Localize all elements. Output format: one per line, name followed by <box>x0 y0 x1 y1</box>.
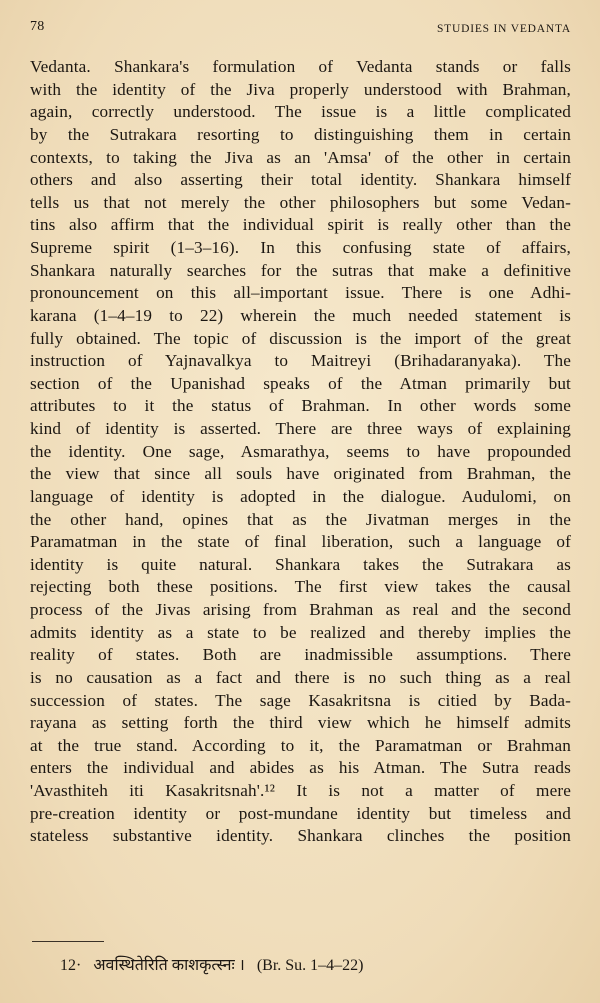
page-header <box>30 0 571 35</box>
text-line: 'Avasthiteh iti Kasakritsnah'.¹² It is not a matter of mere <box>30 781 571 800</box>
text-line: tins also affirm that the individual spirit is really other than the <box>30 215 571 235</box>
text-line: succession of states. The sage Kasakritsna is citied by Bada- <box>30 690 571 710</box>
text-line: tells us that not merely the other philosophers but some Vedan- <box>30 192 571 212</box>
text-line: by the Sutrakara resorting to distinguishing them in certain <box>30 124 571 144</box>
text-line: attributes to it the status of Brahman. In other words some <box>30 396 571 416</box>
text-line: Vedanta. Shankara's formulation of Vedanta stands or falls <box>30 57 571 76</box>
footnote-divider <box>32 941 104 942</box>
text-line: at the true stand. According to it, the Paramatman or Brahman <box>30 735 571 755</box>
text-line: others and also asserting their total identity. Shankara himself <box>30 170 571 190</box>
text-line: section of the Upanishad speaks of the Atman primarily but <box>30 373 571 393</box>
body-text <box>30 56 571 848</box>
text-line: reality of states. Both are inadmissible assumptions. There <box>30 645 571 665</box>
text-line: karana (1–4–19 to 22) wherein the much needed statement is <box>30 305 571 325</box>
text-line: identity is quite natural. Shankara takes the Sutrakara as <box>30 554 571 574</box>
footnote <box>60 953 371 975</box>
text-line: process of the Jivas arising from Brahman as real and the second <box>30 600 571 619</box>
footnote-reference: (Br. Su. 1–4–22) <box>256 957 364 974</box>
text-line: with the identity of the Jiva properly understood with Brahman, <box>30 79 571 99</box>
footnote-number: 12· <box>60 957 82 974</box>
text-line: Supreme spirit (1–3–16). In this confusing state of affairs, <box>30 238 571 257</box>
text-line: again, correctly understood. The issue is a little complicated <box>30 102 571 122</box>
text-line: rejecting both these positions. The first view takes the causal <box>30 577 571 597</box>
text-line: kind of identity is asserted. There are three ways of explaining <box>30 419 571 438</box>
text-line: pre-creation identity or post-mundane identity but timeless and <box>30 803 571 823</box>
text-line: contexts, to taking the Jiva as an 'Amsa' of the other in certain <box>30 147 571 167</box>
text-line: the other hand, opines that as the Jivatman merges in the <box>30 509 571 529</box>
text-line: is no causation as a fact and there is no such thing as a real <box>30 667 571 687</box>
text-line: fully obtained. The topic of discussion is the import of the great <box>30 328 571 348</box>
text-line: instruction of Yajnavalkya to Maitreyi (Brihadaranyaka). The <box>30 351 571 371</box>
text-line: rayana as setting forth the third view which he himself admits <box>30 713 571 733</box>
text-line: the identity. One sage, Asmarathya, seems to have propounded <box>30 441 571 461</box>
text-line: stateless substantive identity. Shankara clinches the position <box>30 826 571 846</box>
text-line: pronouncement on this all–important issue. There is one Adhi- <box>30 283 571 303</box>
page-number: 78 <box>30 19 45 34</box>
running-head: STUDIES IN VEDANTA <box>436 23 571 35</box>
text-line: Shankara naturally searches for the sutras that make a definitive <box>30 260 571 280</box>
footnote-sanskrit-text: अवस्थितेरिति काशकृत्स्नः । <box>93 957 245 974</box>
text-line: admits identity as a state to be realized and thereby implies the <box>30 622 571 642</box>
text-line: enters the individual and abides as his Atman. The Sutra reads <box>30 758 571 778</box>
text-line: Paramatman in the state of final liberation, such a language of <box>30 532 571 552</box>
text-line: the view that since all souls have originated from Brahman, the <box>30 464 571 484</box>
text-line: language of identity is adopted in the dialogue. Audulomi, on <box>30 486 571 506</box>
